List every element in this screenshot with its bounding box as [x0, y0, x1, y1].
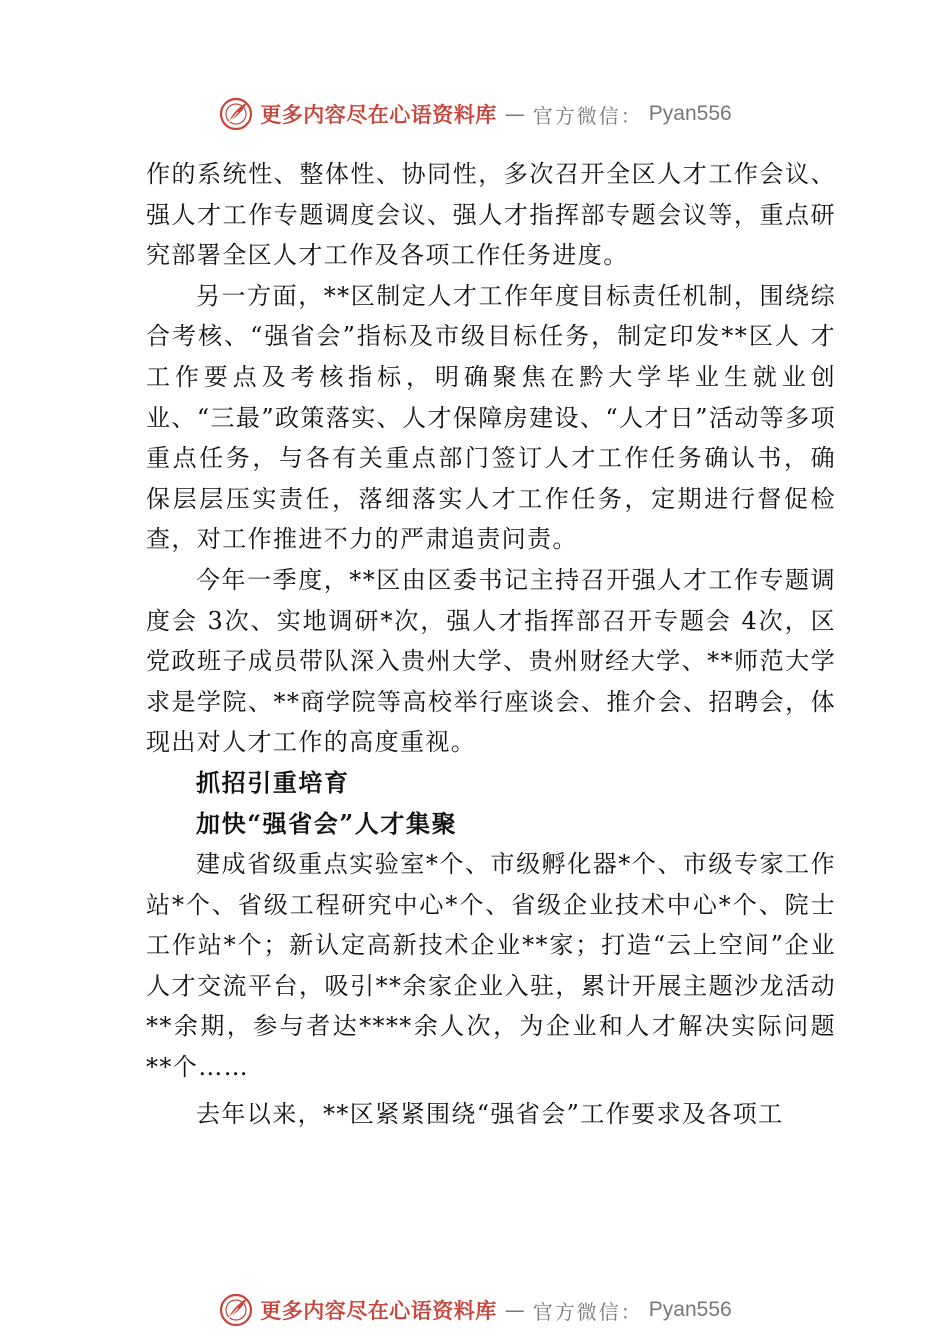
watermark-wechat-label: 官方微信：	[532, 103, 643, 128]
watermark-wechat-label: 官方微信：	[532, 1299, 643, 1324]
paragraph-last-year: 去年以来，**区紧紧围绕“强省会”工作要求及各项工	[196, 1099, 784, 1128]
watermark-main-text: 更多内容尽在心语资料库	[260, 102, 497, 127]
watermark-header	[0, 92, 950, 136]
paragraph-first-quarter: 今年一季度，**区由区委书记主持召开强人才工作专题调度会 3次、实地调研*次，强人才指挥部召开专题会 4次，区党政班子成员带队深入贵州大学、贵州财经大学、**师范大学求是学院、**商学院等高校举行座谈会、推介会、招聘会，体现出对人才工作的高度重视。	[146, 565, 836, 757]
paragraph-responsibility: 另一方面，**区制定人才工作年度目标责任机制，围绕综合考核、“强省会”指标及市级目标任务，制定印发**区人 才工作要点及考核指标，明确聚焦在黔大学毕业生就业创业、“三最”政策落实、人才保障房建设、“人才日”活动等多项重点任务，与各有关重点部门签订人才工作任务确认书，确 保层层压实责任，落细落实人才工作任务，定期进行督促检 查，对工作推进不力的严肃追责问责。	[146, 281, 836, 554]
feather-seal-logo-icon	[218, 96, 254, 132]
watermark-footer	[0, 1288, 950, 1332]
feather-seal-logo-icon	[218, 1292, 254, 1328]
watermark-dash: —	[504, 1298, 525, 1322]
section-heading: 抓招引重培育	[196, 767, 350, 797]
watermark-dash: —	[504, 102, 525, 126]
watermark-main-text: 更多内容尽在心语资料库	[260, 1298, 497, 1323]
paragraph-continuation: 作的系统性、整体性、协同性，多次召开全区人才工作会议、强人才工作专题调度会议、强人才指挥部专题会议等，重点研究部署全区人才工作及各项工作任务进度。	[146, 160, 836, 270]
paragraph-achievements: 建成省级重点实验室*个、市级孵化器*个、市级专家工作站*个、省级工程研究中心*个、省级企业技术中心*个、院士工作站*个；新认定高新技术企业**家；打造“云上空间”企业人才交流平台，吸引**余家企业入驻，累计开展主题沙龙活动**余期，参与者达****余人次，为企业和人才解决实际问题**个……	[146, 850, 836, 1082]
subsection-heading: 加快“强省会”人才集聚	[196, 808, 458, 838]
document-body	[146, 154, 836, 1134]
watermark-wechat-id: Pyan556	[648, 102, 732, 125]
watermark-wechat-id: Pyan556	[648, 1298, 732, 1321]
